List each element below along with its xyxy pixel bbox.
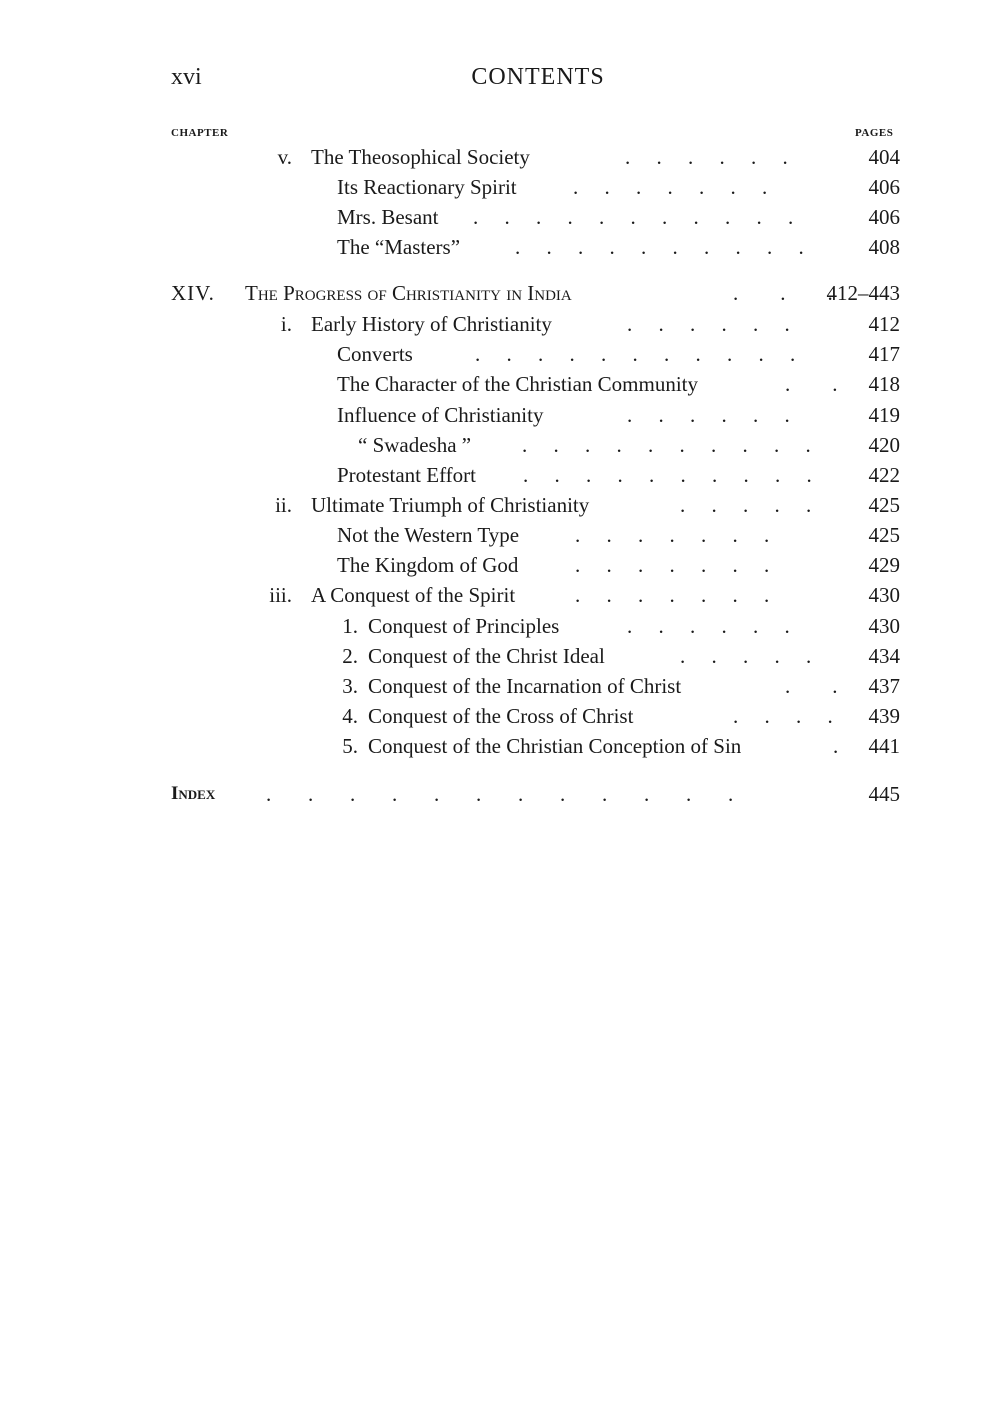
entry-page: 437	[868, 674, 900, 698]
leader-dots: . . . . . . . . . . . .	[266, 782, 734, 806]
entry-page: 417	[868, 342, 900, 366]
entry-number: i.	[280, 312, 292, 336]
page-title: CONTENTS	[471, 64, 605, 90]
entry-page: 430	[868, 614, 900, 638]
entry-page: 404	[868, 145, 900, 169]
toc-entry	[0, 400, 1000, 430]
entry-page: 408	[868, 235, 900, 259]
leader-dots: . . . . . . . . . .	[515, 235, 804, 259]
entry-page: 439	[868, 704, 900, 728]
toc-entry	[0, 490, 1000, 520]
toc-entry	[0, 142, 1000, 172]
leader-dots: . . .	[733, 281, 833, 305]
entry-page: 412	[868, 312, 900, 336]
entry-number: v.	[277, 145, 292, 169]
entry-page: 425	[868, 523, 900, 547]
entry-title: Conquest of Principles	[368, 614, 560, 638]
toc-entry	[0, 460, 1000, 490]
leader-dots: . . . . . . . . . .	[522, 433, 811, 457]
leader-dots: . . . . .	[680, 644, 812, 668]
toc-entry	[0, 701, 1000, 731]
entry-title: Conquest of the Cross of Christ	[368, 704, 634, 728]
entry-title: Its Reactionary Spirit	[337, 175, 517, 199]
leader-dots: . . . . . . . . . .	[523, 463, 812, 487]
entry-title: Protestant Effort	[337, 463, 477, 487]
entry-title: Converts	[337, 342, 413, 366]
page-number: xvi	[171, 64, 202, 90]
leader-dots: . . . . .	[680, 493, 812, 517]
entry-page: 429	[868, 553, 900, 577]
entry-page: 422	[868, 463, 900, 487]
entry-title: “ Swadesha ”	[358, 433, 472, 457]
index-title: Index	[171, 783, 216, 804]
leader-dots: . .	[785, 674, 838, 698]
leader-dots: . . . . . . . . . . .	[473, 205, 794, 229]
leader-dots: .	[833, 734, 839, 758]
entry-title: A Conquest of the Spirit	[311, 583, 516, 607]
entry-number: 2.	[342, 644, 358, 668]
entry-number: 4.	[342, 704, 358, 728]
chapter-number: XIV.	[171, 281, 215, 305]
entry-number: ii.	[275, 493, 292, 517]
entry-title: The Character of the Christian Community	[337, 372, 698, 396]
pages-column-heading: PAGES	[855, 127, 894, 139]
leader-dots: . . . . . . .	[575, 583, 770, 607]
entry-title: The Theosophical Society	[311, 145, 530, 169]
entry-page: 406	[868, 175, 900, 199]
toc-entry	[0, 232, 1000, 262]
entry-title: Mrs. Besant	[337, 205, 439, 229]
entry-title: The Kingdom of God	[337, 553, 519, 577]
leader-dots: . . . . . .	[627, 614, 790, 638]
toc-entry	[0, 430, 1000, 460]
leader-dots: . . . . . . .	[575, 553, 770, 577]
entry-page: 445	[868, 782, 900, 806]
entry-page: 406	[868, 205, 900, 229]
toc-entry	[0, 550, 1000, 580]
toc-entry	[0, 172, 1000, 202]
entry-title: Conquest of the Christ Ideal	[368, 644, 605, 668]
toc-chapter-entry	[0, 278, 1000, 308]
toc-entry	[0, 369, 1000, 399]
entry-page: 418	[868, 372, 900, 396]
entry-page: 434	[868, 644, 900, 668]
entry-page: 412–443	[826, 281, 900, 305]
leader-dots: . . . . . . .	[573, 175, 768, 199]
entry-title: Early History of Christianity	[311, 312, 552, 336]
entry-page: 425	[868, 493, 900, 517]
leader-dots: . . . . . . . . . . .	[475, 342, 796, 366]
entry-title: Not the Western Type	[337, 523, 520, 547]
toc-entry	[0, 731, 1000, 761]
leader-dots: . . . . . .	[625, 145, 788, 169]
leader-dots: . . . . . .	[627, 312, 790, 336]
entry-page: 441	[868, 734, 900, 758]
toc-entry	[0, 202, 1000, 232]
entry-number: 5.	[342, 734, 358, 758]
leader-dots: . . . .	[733, 704, 833, 728]
leader-dots: . .	[785, 372, 838, 396]
entry-page: 419	[868, 403, 900, 427]
entry-title: Influence of Christianity	[337, 403, 544, 427]
chapter-column-heading: CHAPTER	[171, 127, 229, 139]
entry-page: 430	[868, 583, 900, 607]
toc-entry	[0, 611, 1000, 641]
leader-dots: . . . . . . .	[575, 523, 770, 547]
entry-page: 420	[868, 433, 900, 457]
entry-title: The “Masters”	[337, 235, 461, 259]
toc-entry	[0, 671, 1000, 701]
toc-entry	[0, 520, 1000, 550]
chapter-title: The Progress of Christianity in India	[245, 281, 572, 305]
entry-number: 3.	[342, 674, 358, 698]
toc-index-entry	[0, 779, 1000, 809]
toc-entry	[0, 339, 1000, 369]
entry-number: 1.	[342, 614, 358, 638]
entry-number: iii.	[269, 583, 292, 607]
entry-title: Conquest of the Christian Conception of Sin	[368, 734, 742, 758]
entry-title: Ultimate Triumph of Christianity	[311, 493, 590, 517]
entry-title: Conquest of the Incarnation of Christ	[368, 674, 682, 698]
toc-entry	[0, 309, 1000, 339]
leader-dots: . . . . . .	[627, 403, 790, 427]
toc-entry	[0, 580, 1000, 610]
toc-entry	[0, 641, 1000, 671]
